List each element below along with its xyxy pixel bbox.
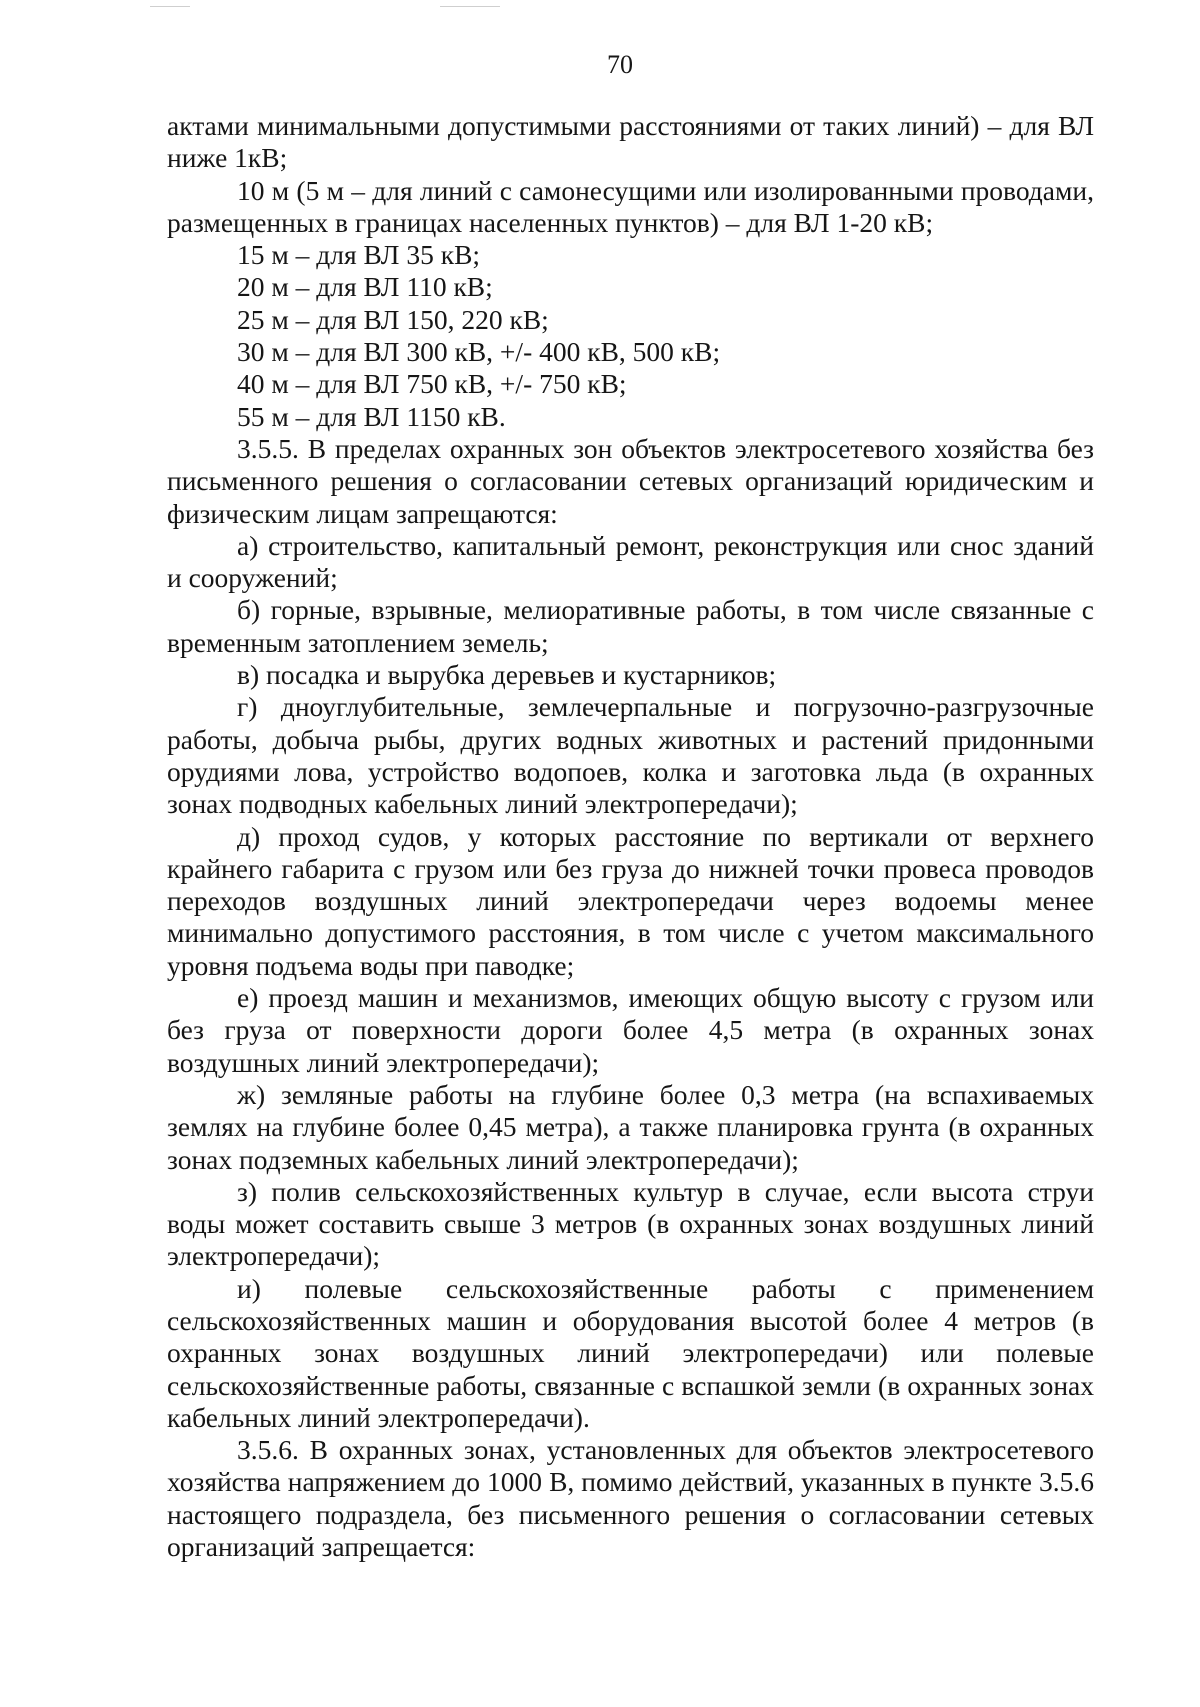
list-item-z: з) полив сельскохозяйственных культур в случае, если высота струи воды может составить свыше 3 метров (в охранных зонах воздушных линий электропередачи);: [167, 1175, 1094, 1272]
list-item-distance: 10 м (5 м – для линий с самонесущими или изолированными проводами, размещенных в границах населенных пунктов) – для ВЛ 1-20 кВ;: [167, 174, 1094, 238]
list-item-distance: 15 м – для ВЛ 35 кВ;: [237, 239, 481, 271]
list-item-zh: ж) земляные работы на глубине более 0,3 метра (на вспахиваемых землях на глубине более 0,45 метра), а также планировка грунта (в охранных зонах подземных кабельных линий электропередачи);: [167, 1078, 1094, 1175]
list-item-v: в) посадка и вырубка деревьев и кустарников;: [237, 659, 777, 691]
list-item-distance: 55 м – для ВЛ 1150 кВ.: [237, 400, 506, 432]
list-item-g: г) дноуглубительные, землечерпальные и погрузочно-разгрузочные работы, добыча рыбы, других водных животных и растений придонными орудиями лова, устройство водопоев, колка и заготовка льда (в охранных зонах подводных кабельных линий электропередачи);: [167, 691, 1094, 820]
scan-artifact: [150, 6, 190, 7]
list-item-distance: 40 м – для ВЛ 750 кВ, +/- 750 кВ;: [237, 368, 627, 400]
document-body: [167, 110, 1094, 1563]
list-item-distance: 30 м – для ВЛ 300 кВ, +/- 400 кВ, 500 кВ;: [237, 336, 721, 368]
list-item-i: и) полевые сельскохозяйственные работы с применением сельскохозяйственных машин и оборудования высотой более 4 метров (в охранных зонах воздушных линий электропередачи) или полевые сельскохозяйственные работы, связанные с вспашкой земли (в охранных зонах кабельных линий электропередачи).: [167, 1272, 1094, 1433]
scan-artifact: [440, 6, 500, 7]
list-item-d: д) проход судов, у которых расстояние по вертикали от верхнего крайнего габарита с грузом или без груза до нижней точки провеса проводов переходов воздушных линий электропередачи через водоемы менее минимально допустимого расстояния, в том числе с учетом максимального уровня подъема воды при паводке;: [167, 820, 1094, 981]
page-number: 70: [607, 50, 633, 79]
clause-3-5-5: 3.5.5. В пределах охранных зон объектов электросетевого хозяйства без письменного решения о согласовании сетевых организаций юридическим и физическим лицам запрещаются:: [167, 432, 1094, 529]
paragraph-continuation: актами минимальными допустимыми расстояниями от таких линий) – для ВЛ ниже 1кВ;: [167, 110, 1094, 174]
list-item-distance: 20 м – для ВЛ 110 кВ;: [237, 271, 493, 303]
clause-3-5-6: 3.5.6. В охранных зонах, установленных для объектов электросетевого хозяйства напряжением до 1000 В, помимо действий, указанных в пункте 3.5.6 настоящего подраздела, без письменного решения о согласовании сетевых организаций запрещается:: [167, 1434, 1094, 1563]
list-item-a: а) строительство, капитальный ремонт, реконструкция или снос зданий и сооружений;: [167, 529, 1094, 594]
list-item-b: б) горные, взрывные, мелиоративные работы, в том числе связанные с временным затоплением земель;: [167, 594, 1094, 658]
list-item-e: е) проезд машин и механизмов, имеющих общую высоту с грузом или без груза от поверхности дороги более 4,5 метра (в охранных зонах воздушных линий электропередачи);: [167, 982, 1094, 1078]
list-item-distance: 25 м – для ВЛ 150, 220 кВ;: [237, 303, 549, 335]
